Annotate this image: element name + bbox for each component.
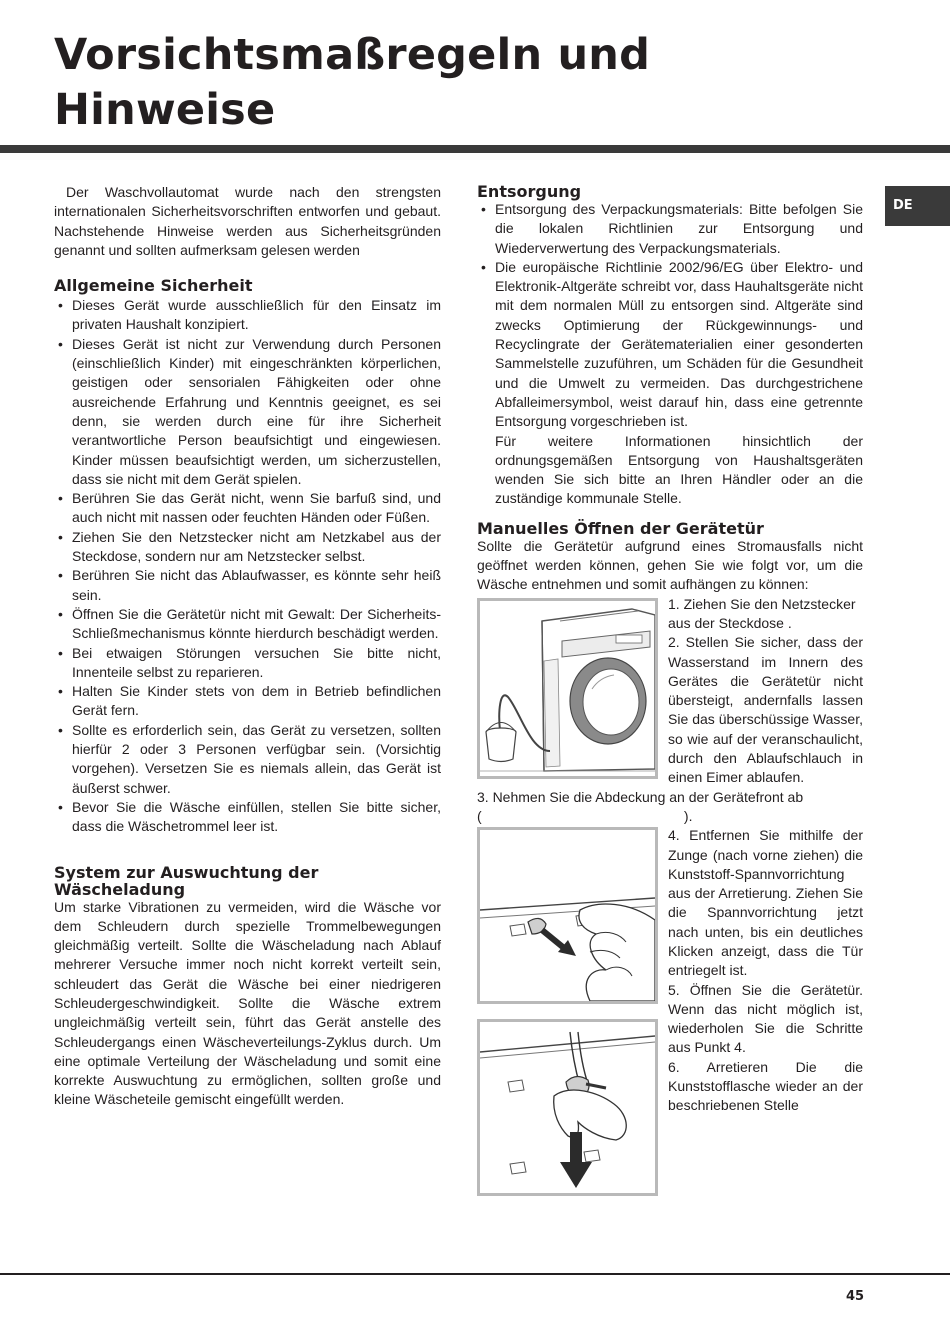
list-item: • Entsorgung des Verpackungsmaterials: Bitte befolgen Sie die lokalen Richtlinien zur Entsorgung und Wiederverwertung des Verpackungsmaterials. (477, 200, 863, 258)
left-column (54, 183, 441, 1110)
manual-door-intro: Sollte die Gerätetür aufgrund eines Stromausfalls nicht geöffnet werden können, gehen Sie wie folgt vor, um die Wäsche entnehmen und somit aufhängen zu können: (477, 537, 863, 593)
step-5-text: 5. Öffnen Sie die Gerätetür. Wenn das nicht möglich ist, wiederholen Sie die Schritte aus Punkt 4. (668, 981, 863, 1056)
pull-down-illustration (477, 1019, 658, 1196)
list-item: • Halten Sie Kinder stets von dem in Betrieb befindlichen Gerät fern. (54, 682, 441, 721)
language-tab: DE (885, 186, 950, 226)
manual-door-heading: Manuelles Öffnen der Gerätetür (477, 518, 764, 538)
page-title (54, 28, 854, 138)
balance-paragraph: Um starke Vibrationen zu vermeiden, wird die Wäsche vor dem Schleudern durch spezielle Trommelbewegungen gleichmäßig verteilt. Sollte die Wäscheladung nach Ablauf mehrerer Versuche immer noch nicht korrekt verteilt sein, schleudert das Gerät die Wäsche bei einer niedrigeren Schleudergeschwindigkeit. Sollte die Wäsche extrem ungleichmäßig verteilt sein, führt das Gerät anstelle des Schleudergangs einen Wäscheverteilungs-Zyklus durch. Um eine optimale Verteilung der Wäscheladung und somit eine korrekte Auswuchtung zu ermöglichen, sollten große und kleine Wäscheteile gemischt eingefüllt werden. (54, 898, 441, 1108)
release-tab-illustration (477, 827, 658, 1004)
step-1-text: 1. Ziehen Sie den Netzstecker aus der Steckdose . (668, 595, 856, 631)
page-number: 45 (846, 1289, 865, 1304)
list-item: • Bevor Sie die Wäsche einfüllen, stellen Sie bitte sicher, dass die Wäschetrommel leer ist. (54, 798, 441, 837)
disposal-list (477, 200, 863, 509)
disposal-heading: Entsorgung (477, 182, 582, 201)
step-6-text: 6. Arretieren Die die Kunststofflasche wieder an der beschriebenen Stelle (668, 1058, 863, 1114)
list-item: • Dieses Gerät wurde ausschließlich für den Einsatz im privaten Haushalt konzipiert. (54, 296, 441, 335)
list-item (477, 258, 863, 509)
step-3-parenthetical: ( ). (477, 807, 693, 824)
figure-stack (477, 826, 658, 1196)
list-item: • Öffnen Sie die Gerätetür nicht mit Gewalt: Der Sicherheits-Schließmechanismus könnte hierdurch beschädigt werden. (54, 605, 441, 644)
page-title-line-2: Hinweise (54, 85, 276, 135)
safety-heading: Allgemeine Sicherheit (54, 276, 253, 296)
intro-paragraph: Der Waschvollautomat wurde nach den strengsten internationalen Sicherheitsvorschriften entworfen und gebaut. Nachstehende Hinweise werden aus Sicherheitsgründen genannt und sollten aufmerksam gelesen werden (54, 184, 441, 258)
list-item: • Ziehen Sie den Netzstecker nicht am Netzkabel aus der Steckdose, sondern nur am Netzstecker selbst. (54, 528, 441, 567)
list-item: • Berühren Sie nicht das Ablaufwasser, es könnte sehr heiß sein. (54, 566, 441, 605)
step-4-text: 4. Entfernen Sie mithilfe der Zunge (nach vorne ziehen) die Kunststoff-Spannvorrichtung aus der Arretierung. Ziehen Sie die Spannvorrichtung jetzt nach unten, bis ein deutliches Klicken anzeigt, dass die Tür entriegelt ist. (668, 827, 863, 979)
balance-heading-line-2: Wäscheladung (54, 879, 186, 899)
list-item: • Sollte es erforderlich sein, das Gerät zu versetzen, sollten hierfür 2 oder 3 Personen verfügbar sein. (Vorsichtig vorgehen). Versetzen Sie es niemals allein, das Gerät ist äußerst schwer. (54, 721, 441, 798)
list-item: • Bei etwaigen Störungen versuchen Sie bitte nicht, Innenteile selbst zu reparieren. (54, 644, 441, 683)
balance-heading-line-1: System zur Auswuchtung der (54, 862, 319, 882)
safety-list (54, 296, 441, 836)
list-item: • Berühren Sie das Gerät nicht, wenn Sie barfuß sind, und auch nicht mit nassen oder feuchten Händen oder Füßen. (54, 489, 441, 528)
drain-water-illustration (477, 598, 658, 779)
title-divider (0, 145, 950, 153)
disposal-directive-text: Die europäische Richtlinie 2002/96/EG über Elektro- und Elektronik-Altgeräte schreibt vor, dass Hauhaltsgeräte nicht mit dem normalen Müll zu entsorgen sind. Altgeräte sind zwecks Optimierung der Rückgewinnungs- und Recyclingrate der Gerätematerialien einer gesonderten Sammelstelle zuzuführen, um Schäden für die Gesundheit und die Umwelt zu vermeiden. Das durchgestrichene Abfalleimersymbol, weist darauf hin, dass eine getrennte Entsorgung vorgeschrieben ist. (495, 258, 863, 430)
list-item: • Dieses Gerät ist nicht zur Verwendung durch Personen (einschließlich Kinder) mit eingeschränkten körperlichen, geistigen oder sensorialen Fähigkeiten oder ohne ausreichende Erfahrung und Kenntnis geeignet, es sei denn, sie werden durch eine für ihre Sicherheit verantwortliche Person beaufsichtigt und eingewiesen. Kinder müssen beaufsichtigt werden, um sicherzustellen, dass sie nicht mit dem Gerät spielen. (54, 335, 441, 489)
disposal-more-info-text: Für weitere Informationen hinsichtlich der ordnungsgemäßen Entsorgung von Haushaltsgeräten wenden Sie sich bitte an Ihren Händler oder an die zuständige kommunale Stelle. (495, 432, 863, 507)
page-title-line-1: Vorsichtsmaßregeln und (54, 30, 651, 80)
balance-heading (54, 864, 441, 898)
right-column (477, 183, 863, 1196)
step-3-text: 3. Nehmen Sie die Abdeckung an der Gerätefront ab (477, 788, 804, 805)
step-2-text: 2. Stellen Sie sicher, dass der Wasserstand im Innern des Gerätes die Gerätetür nicht übersteigt, andernfalls lassen Sie das überschüssige Wasser, so wie auf der veranschaulicht, durch den Ablaufschlauch in einen Eimer ablaufen. (668, 634, 863, 786)
footer-divider (0, 1273, 950, 1275)
